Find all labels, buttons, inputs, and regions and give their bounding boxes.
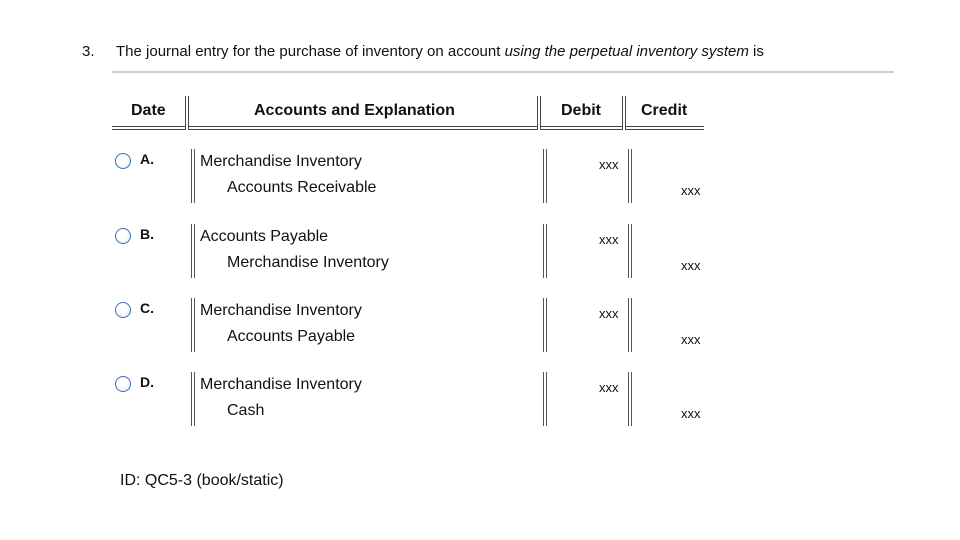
column-separator [191, 372, 195, 426]
column-separator [191, 149, 195, 203]
credit-account: Cash [227, 402, 265, 419]
question-divider [112, 71, 894, 73]
debit-amount: xxx [599, 232, 619, 247]
radio-button[interactable] [115, 228, 131, 244]
header-accounts: Accounts and Explanation [254, 102, 455, 119]
radio-button[interactable] [115, 153, 131, 169]
credit-account: Accounts Payable [227, 328, 356, 345]
header-underline [541, 126, 622, 130]
answer-option-d[interactable] [0, 376, 960, 451]
column-separator [628, 149, 632, 203]
answer-option-b[interactable] [0, 228, 960, 303]
answer-option-c[interactable] [0, 302, 960, 377]
credit-amount: xxx [681, 258, 701, 273]
question-text-plain: The journal entry for the purchase of inventory on account [116, 43, 505, 60]
header-date: Date [131, 102, 166, 119]
credit-amount: xxx [681, 183, 701, 198]
header-underline [112, 126, 185, 130]
radio-button[interactable] [115, 376, 131, 392]
column-separator [543, 372, 547, 426]
column-separator [628, 298, 632, 352]
debit-amount: xxx [599, 157, 619, 172]
credit-account: Accounts Receivable [227, 179, 377, 196]
header-credit: Credit [641, 102, 688, 119]
column-separator [191, 224, 195, 278]
option-letter: C. [140, 300, 154, 316]
column-separator [543, 224, 547, 278]
option-letter: B. [140, 226, 154, 242]
option-letter: A. [140, 151, 154, 167]
header-underline [626, 126, 704, 130]
debit-amount: xxx [599, 306, 619, 321]
credit-account: Merchandise Inventory [227, 254, 389, 271]
debit-amount: xxx [599, 380, 619, 395]
header-underline [189, 126, 537, 130]
column-separator [628, 224, 632, 278]
question-id: ID: QC5-3 (book/static) [120, 472, 284, 489]
option-letter: D. [140, 374, 154, 390]
header-separator [185, 96, 189, 130]
debit-account: Merchandise Inventory [200, 153, 362, 170]
column-separator [191, 298, 195, 352]
question-text-end: is [748, 43, 764, 60]
credit-amount: xxx [681, 406, 701, 421]
header-separator [622, 96, 626, 130]
credit-amount: xxx [681, 332, 701, 347]
header-separator [537, 96, 541, 130]
column-separator [628, 372, 632, 426]
debit-account: Merchandise Inventory [200, 302, 362, 319]
column-separator [543, 298, 547, 352]
question-text-italic: using the perpetual inventory system [504, 43, 749, 60]
question-number: 3. [82, 43, 95, 60]
column-separator [543, 149, 547, 203]
question-text [116, 43, 764, 60]
header-debit: Debit [561, 102, 601, 119]
debit-account: Merchandise Inventory [200, 376, 362, 393]
debit-account: Accounts Payable [200, 228, 329, 245]
answer-option-a[interactable] [0, 153, 960, 228]
radio-button[interactable] [115, 302, 131, 318]
